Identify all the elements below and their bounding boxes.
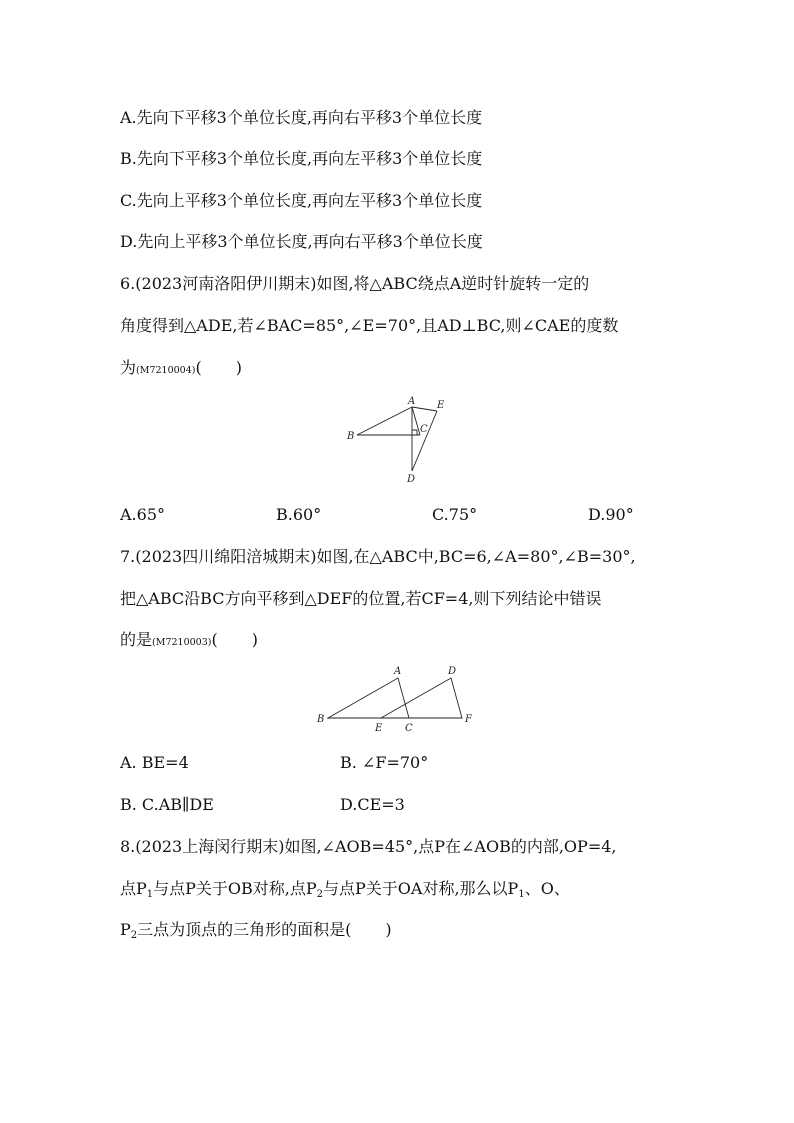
q6-stem-line1: 6.(2023河南洛阳伊川期末)如图,将△ABC绕点A逆时针旋转一定的 — [120, 274, 590, 293]
q8-text-segment: 、O、 — [524, 879, 570, 898]
q8-text-segment: 与点P关于OB对称,点P — [153, 879, 317, 898]
q7-label-b: B — [317, 714, 325, 725]
q7-paren-close: ) — [251, 630, 258, 649]
q7-label-e: E — [375, 723, 383, 734]
q8-subscript: 2 — [316, 889, 324, 900]
q6-stem-line2: 角度得到△ADE,若∠BAC=85°,∠E=70°,且AD⊥BC,则∠CAE的度数 — [120, 316, 619, 335]
q6-stem-prefix: 为 — [120, 358, 137, 377]
q8-stem-line1: 8.(2023上海闵行期末)如图,∠AOB=45°,点P在∠AOB的内部,OP=4, — [120, 837, 617, 856]
q7-option-a: A. BE=4 — [120, 753, 189, 772]
q7-option-b: B. ∠F=70° — [340, 753, 429, 772]
q8-text-segment: 点P — [120, 879, 147, 898]
q5-option-c: C.先向上平移3个单位长度,再向左平移3个单位长度 — [120, 191, 483, 210]
q8-text-segment: 三点为顶点的三角形的面积是( — [137, 920, 352, 939]
q6-label-a: A — [408, 396, 416, 407]
q6-segment-ac — [412, 407, 420, 435]
q8-stem-line2 — [120, 879, 570, 899]
q6-paren-open: ( — [195, 358, 202, 377]
q6-question-code: (M7210004) — [136, 365, 196, 376]
q6-label-e: E — [437, 400, 445, 411]
q7-paren-open: ( — [211, 630, 218, 649]
q8-stem-line3 — [120, 920, 392, 940]
q6-segment-ba — [357, 407, 412, 435]
q5-option-a: A.先向下平移3个单位长度,再向右平移3个单位长度 — [120, 108, 483, 127]
q7-option-d: D.CE=3 — [340, 795, 405, 814]
q8-text-segment: P — [120, 920, 131, 939]
q7-figure — [312, 663, 487, 738]
q6-label-b: B — [347, 431, 355, 442]
q6-figure — [340, 393, 460, 488]
q7-option-c: B. C.AB∥DE — [120, 795, 214, 814]
q7-triangle-abc — [328, 678, 409, 718]
q8-subscript: 2 — [130, 930, 138, 941]
q7-triangle-def — [381, 678, 462, 718]
q6-label-d: D — [407, 474, 416, 485]
q6-right-angle-mark — [412, 430, 417, 435]
q8-subscript: 1 — [146, 889, 154, 900]
q6-paren-close: ) — [235, 358, 242, 377]
q6-option-a: A.65° — [120, 505, 165, 524]
q7-stem-prefix: 的是 — [120, 630, 153, 649]
q7-question-code: (M7210003) — [152, 637, 212, 648]
q6-option-b: B.60° — [276, 505, 322, 524]
q6-label-c: C — [420, 424, 428, 435]
q8-paren-close: ) — [385, 920, 392, 939]
q6-stem-line3 — [120, 358, 242, 381]
q7-label-f: F — [465, 714, 472, 725]
q7-label-a: A — [394, 666, 402, 677]
q8-text-segment: 与点P关于OA对称,那么以P — [323, 879, 519, 898]
q8-subscript: 1 — [518, 889, 525, 900]
q7-stem-line3 — [120, 630, 258, 653]
q5-option-b: B.先向下平移3个单位长度,再向左平移3个单位长度 — [120, 149, 483, 168]
q7-stem-line2: 把△ABC沿BC方向平移到△DEF的位置,若CF=4,则下列结论中错误 — [120, 589, 602, 608]
q6-option-d: D.90° — [588, 505, 634, 524]
q5-option-d: D.先向上平移3个单位长度,再向右平移3个单位长度 — [120, 232, 483, 251]
q7-stem-line1: 7.(2023四川绵阳涪城期末)如图,在△ABC中,BC=6,∠A=80°,∠B=30°, — [120, 547, 636, 566]
q6-option-c: C.75° — [432, 505, 478, 524]
q6-segment-ae — [412, 407, 437, 411]
q7-label-c: C — [405, 723, 413, 734]
q7-label-d: D — [448, 666, 457, 677]
